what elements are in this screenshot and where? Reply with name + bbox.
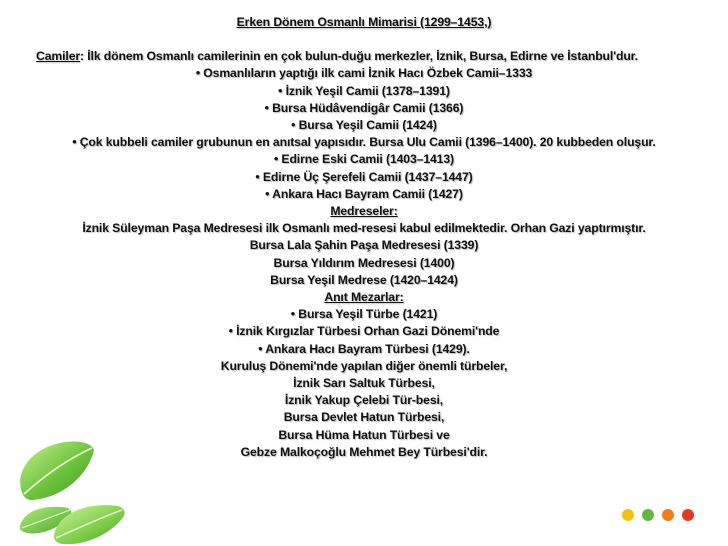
text-line: • Çok kubbeli camiler grubunun en anıtsal yapısıdır. Bursa Ulu Camii (1396–1400). 20 kubbeden oluşur. <box>72 135 656 150</box>
text-line: • Ankara Hacı Bayram Camii (1427) <box>265 186 463 201</box>
text-line: Kuruluş Dönemi'nde yapılan diğer önemli türbeler, <box>220 358 508 373</box>
dot-orange <box>662 509 674 521</box>
camiler-label: Camiler <box>36 49 81 64</box>
text-line: • Ankara Hacı Bayram Türbesi (1429). <box>258 341 470 356</box>
text-line: • Osmanlıların yaptığı ilk cami İznik Hacı Özbek Camii–1333 <box>195 66 533 81</box>
text-line: • Bursa Yeşil Türbe (1421) <box>290 307 438 322</box>
text-line: • Edirne Üç Şerefeli Camii (1437–1447) <box>255 169 473 184</box>
text-line: İznik Sarı Saltuk Türbesi, <box>293 376 435 391</box>
intro-text: : İlk dönem Osmanlı camilerinin en çok bulun-duğu merkezler, İznik, Bursa, Edirne ve İstanbul'dur. <box>80 49 638 64</box>
text-line: • Bursa Hüdâvendigâr Camii (1366) <box>264 100 464 115</box>
slide-content <box>0 14 728 461</box>
text-line: • İznik Kırgızlar Türbesi Orhan Gazi Dönemi'nde <box>228 324 500 339</box>
intro-line <box>0 48 728 65</box>
text-line: Gebze Malkoçoğlu Mehmet Bey Türbesi'dir. <box>240 444 488 459</box>
text-line: • Edirne Eski Camii (1403–1413) <box>273 152 455 167</box>
dot-decoration <box>622 509 694 523</box>
bottom-leaf-icon <box>48 494 128 546</box>
text-line: • İznik Yeşil Camii (1378–1391) <box>278 83 450 98</box>
text-line: Bursa Devlet Hatun Türbesi, <box>283 410 445 425</box>
text-line: • Bursa Yeşil Camii (1424) <box>291 118 437 133</box>
medreseler-heading: Medreseler: <box>330 204 398 219</box>
dot-red <box>682 509 694 521</box>
text-line: İznik Süleyman Paşa Medresesi ilk Osmanlı med-resesi kabul edilmektedir. Orhan Gazi yaptırmıştır. <box>82 221 646 236</box>
dot-yellow <box>622 509 634 521</box>
text-line: İznik Yakup Çelebi Tür-besi, <box>284 393 444 408</box>
text-line: Bursa Yıldırım Medresesi (1400) <box>273 255 455 270</box>
dot-green <box>642 509 654 521</box>
text-line: Bursa Hüma Hatun Türbesi ve <box>278 427 450 442</box>
text-line: Bursa Yeşil Medrese (1420–1424) <box>270 272 458 287</box>
text-line: Bursa Lala Şahin Paşa Medresesi (1339) <box>249 238 479 253</box>
slide-title: Erken Dönem Osmanlı Mimarisi (1299–1453,) <box>236 15 492 29</box>
anit-mezarlar-heading: Anıt Mezarlar: <box>324 290 404 305</box>
